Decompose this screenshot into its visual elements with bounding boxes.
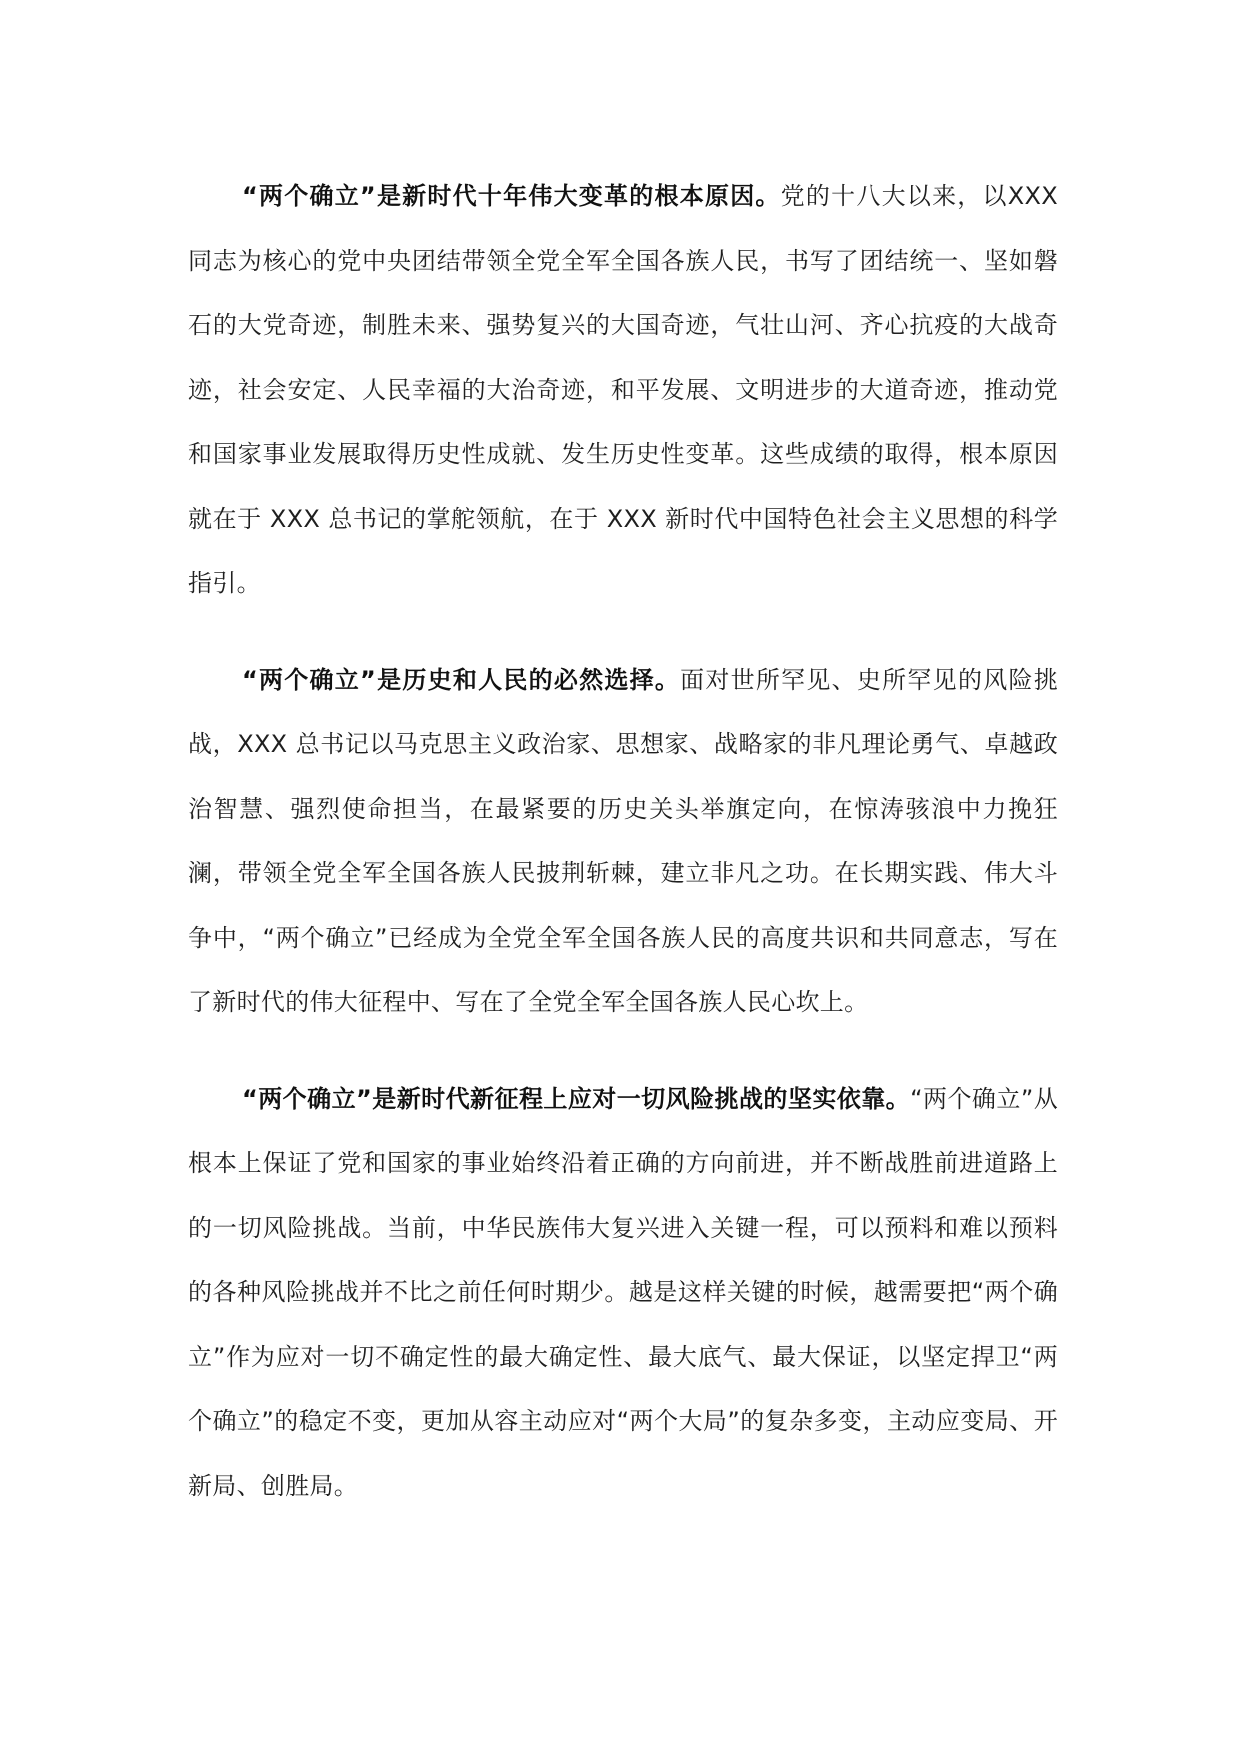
paragraph-1-lead: “两个确立”是新时代十年伟大变革的根本原因。 <box>242 182 781 210</box>
document-body <box>188 164 1058 1518</box>
paragraph-3-lead: “两个确立”是新时代新征程上应对一切风险挑战的坚实依靠。 <box>242 1084 911 1113</box>
paragraph-2 <box>188 648 1058 1035</box>
paragraph-3 <box>188 1067 1058 1519</box>
paragraph-1 <box>188 164 1058 616</box>
paragraph-2-lead: “两个确立”是历史和人民的必然选择。 <box>242 665 681 694</box>
paragraph-3-body: “两个确立”从根本上保证了党和国家的事业始终沿着正确的方向前进，并不断战胜前进道路上的一切风险挑战。当前，中华民族伟大复兴进入关键一程，可以预料和难以预料的各种风险挑战并不比之前任何时期少。越是这样关键的时候，越需要把“两个确立”作为应对一切不确定性的最大确定性、最大底气、最大保证，以坚定捍卫“两个确立”的稳定不变，更加从容主动应对“两个大局”的复杂多变，主动应变局、开新局、创胜局。 <box>188 1084 1059 1500</box>
paragraph-1-body: 党的十八大以来，以XXX 同志为核心的党中央团结带领全党全军全国各族人民，书写了团结统一、坚如磐石的大党奇迹，制胜未来、强势复兴的大国奇迹，气壮山河、齐心抗疫的大战奇迹，社会安定、人民幸福的大治奇迹，和平发展、文明进步的大道奇迹，推动党和国家事业发展取得历史性成就、发生历史性变革。这些成绩的取得，根本原因就在于 XXX 总书记的掌舵领航，在于 XXX 新时代中国特色社会主义思想的科学指引。 <box>188 182 1058 597</box>
paragraph-2-body: 面对世所罕见、史所罕见的风险挑战，XXX 总书记以马克思主义政治家、思想家、战略家的非凡理论勇气、卓越政治智慧、强烈使命担当，在最紧要的历史关头举旗定向，在惊涛骇浪中力挽狂澜，带领全党全军全国各族人民披荆斩棘，建立非凡之功。在长期实践、伟大斗争中，“两个确立”已经成为全党全军全国各族人民的高度共识和共同意志，写在了新时代的伟大征程中、写在了全党全军全国各族人民心坎上。 <box>188 665 1059 1016</box>
